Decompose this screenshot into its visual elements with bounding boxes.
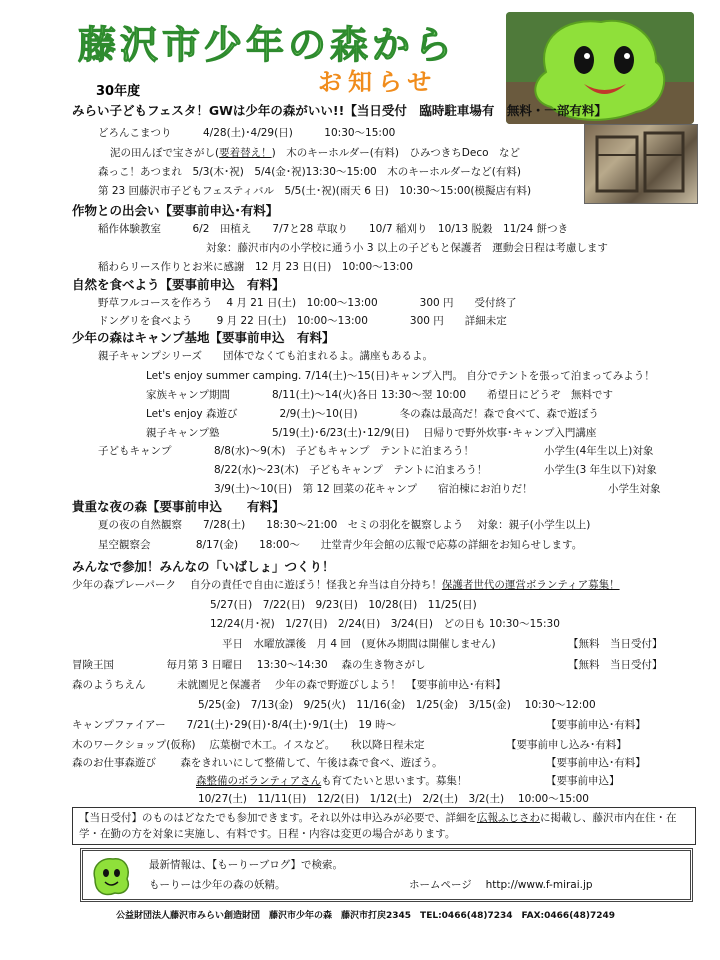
- blog-line-2: もーりーは少年の森の妖精。: [149, 879, 286, 891]
- list-item: Let's enjoy 森遊び 2/9(土)～10(日) 冬の森は最高だ！森で食べて、森で遊ぼう: [146, 408, 599, 420]
- footer-contact: 公益財団法人藤沢市みらい創造財団 藤沢市少年の森 藤沢市打戻2345 TEL:0466(48)7234 FAX:0466(48)7249: [116, 911, 615, 921]
- list-item: 夏の夜の自然観察 7/28(土) 18:30～21:00 セミの羽化を観察しよう 対象：親子(小学生以上): [98, 519, 591, 531]
- list-item: 12/24(月･祝) 1/27(日) 2/24(日) 3/24(日) どの日も 10:30～15:30: [210, 618, 560, 630]
- list-item: 木のワークショップ(仮称) 広葉樹で木工。イスなど。 秋以降日程未定: [72, 739, 425, 751]
- fiscal-year-label: 30年度: [96, 84, 141, 99]
- notice-heading: お知らせ: [318, 68, 438, 96]
- list-item-target: 小学生(3 年生以下)対象: [544, 464, 657, 476]
- forest-photo: [584, 124, 698, 204]
- list-item: 対象：藤沢市内の小学校に通う小 3 以上の子どもと保護者 運動会日程は考慮します: [206, 242, 608, 254]
- page-title: 藤沢市少年の森から: [78, 23, 457, 67]
- list-item: 10/27(土) 11/11(日) 12/2(日) 1/12(土) 2/2(土) 3/2(土) 10:00～15:00: [198, 793, 589, 805]
- list-item: Let's enjoy summer camping. 7/14(土)～15(日)キャンプ入門。 自分でテントを張って泊まってみよう！: [146, 370, 655, 382]
- list-item: 第 23 回藤沢市子どもフェスティバル 5/5(土･祝)(雨天 6 日) 10:30～15:00(模擬店有料): [98, 185, 532, 197]
- homepage-link[interactable]: ホームページ http://www.f-mirai.jp: [409, 879, 593, 891]
- list-item-target: 小学生対象: [608, 483, 661, 495]
- section-heading-night-forest: 貴重な夜の森【要事前申込 有料】: [72, 499, 285, 514]
- list-item: 稲作体験教室 6/2 田植え 7/7と28 草取り 10/7 稲刈り 10/13 脱穀 11/24 餅つき: [98, 223, 569, 235]
- list-item: 親子キャンプ塾 5/19(土)･6/23(土)･12/9(日) 日帰りで野外炊事･キャンプ入門講座: [146, 427, 597, 439]
- section-heading-crops: 作物との出会い【要事前申込･有料】: [72, 203, 279, 218]
- list-item: 3/9(土)～10(日) 第 12 回菜の花キャンプ 宿泊棟にお泊りだ！: [214, 483, 533, 495]
- mascot-small-icon: [87, 853, 133, 897]
- info-text: 【当日受付】のものはどなたでも参加できます。それ以外は申込みが必要で、詳細を広報ふじさわに掲載し、藤沢市内在住・在学・在勤の方を対象に実施し、有料です。日程・内容は変更の場合があります。: [79, 812, 677, 840]
- status-badge: 【要事前申込･有料】: [546, 719, 646, 731]
- list-item-label: 子どもキャンプ: [98, 445, 172, 457]
- list-item: 星空観察会 8/17(金) 18:00～ 辻堂青少年会館の広報で応募の詳細をお知らせします。: [98, 539, 583, 551]
- list-item: 5/27(日) 7/22(日) 9/23(日) 10/28(日) 11/25(日): [210, 599, 477, 611]
- list-item: 少年の森プレーパーク 自分の責任で自由に遊ぼう！怪我と弁当は自分持ち！保護者世代の運営ボランティア募集！: [72, 579, 620, 591]
- info-box: [72, 807, 696, 845]
- section-heading-festa: みらい子どもフェスタ！GWは少年の森がいい!!【当日受付 臨時駐車場有 無料・一部有料】: [72, 103, 607, 118]
- list-item: 森っこ！あつまれ 5/3(木･祝) 5/4(金･祝)13:30～15:00 木のキーホルダーなど(有料): [98, 166, 521, 178]
- list-item: 親子キャンプシリーズ 団体でなくても泊まれるよ。講座もあるよ。: [98, 350, 434, 362]
- status-badge: 【要事前申し込み･有料】: [506, 739, 627, 751]
- list-item: どろんこまつり 4/28(土)･4/29(日) 10:30～15:00: [98, 127, 396, 139]
- list-item: 野草フルコースを作ろう 4 月 21 日(土) 10:00～13:00 300 円 受付終了: [98, 297, 517, 309]
- list-item: 8/8(水)～9(木) 子どもキャンプ テントに泊まろう！: [214, 445, 474, 457]
- blog-box: [80, 848, 693, 902]
- list-item: 泥の田んぼで宝さがし(要着替え！) 木のキーホルダー(有料) ひみつきちDeco など: [110, 147, 521, 159]
- list-item: 稲わらリース作りとお米に感謝 12 月 23 日(日) 10:00～13:00: [98, 261, 413, 273]
- status-badge: 【要事前申込･有料】: [546, 757, 646, 769]
- section-heading-ibasho: みんなで参加！みんなの「いばしょ」つくり！: [72, 559, 335, 574]
- list-item: 平日 水曜放課後 月 4 回 (夏休み期間は開催しません): [222, 638, 496, 650]
- section-heading-camp: 少年の森はキャンプ基地【要事前申込 有料】: [72, 330, 335, 345]
- blog-line-1: 最新情報は、【もーりーブログ】で検索。: [149, 859, 344, 871]
- status-badge: 【無料 当日受付】: [568, 659, 663, 671]
- status-badge: 【要事前申込】: [546, 775, 620, 787]
- list-item: 8/22(水)～23(木) 子どもキャンプ テントに泊まろう！: [214, 464, 488, 476]
- list-item: キャンプファイアー 7/21(土)･29(日)･8/4(土)･9/1(土) 19 時～: [72, 719, 397, 731]
- list-item: ドングリを食べよう 9 月 22 日(土) 10:00～13:00 300 円 詳細未定: [98, 315, 507, 327]
- list-item: 森のお仕事森遊び 森をきれいにして整備して、午後は森で食べ、遊ぼう。: [72, 757, 443, 769]
- list-item: 家族キャンプ期間 8/11(土)～14(火)各日 13:30～翌 10:00 希望日にどうぞ 無料です: [146, 389, 614, 401]
- list-item: 5/25(金) 7/13(金) 9/25(火) 11/16(金) 1/25(金) 3/15(金) 10:30～12:00: [198, 699, 596, 711]
- status-badge: 【無料 当日受付】: [568, 638, 663, 650]
- list-item: 森整備のボランティアさんも育てたいと思います。募集！: [196, 775, 468, 787]
- list-item: 森のようちえん 未就園児と保護者 少年の森で野遊びしよう！ 【要事前申込･有料】: [72, 679, 506, 691]
- section-heading-eat-nature: 自然を食べよう【要事前申込 有料】: [72, 277, 285, 292]
- list-item-target: 小学生(4年生以上)対象: [544, 445, 654, 457]
- list-item: 冒険王国 毎月第 3 日曜日 13:30～14:30 森の生き物さがし: [72, 659, 426, 671]
